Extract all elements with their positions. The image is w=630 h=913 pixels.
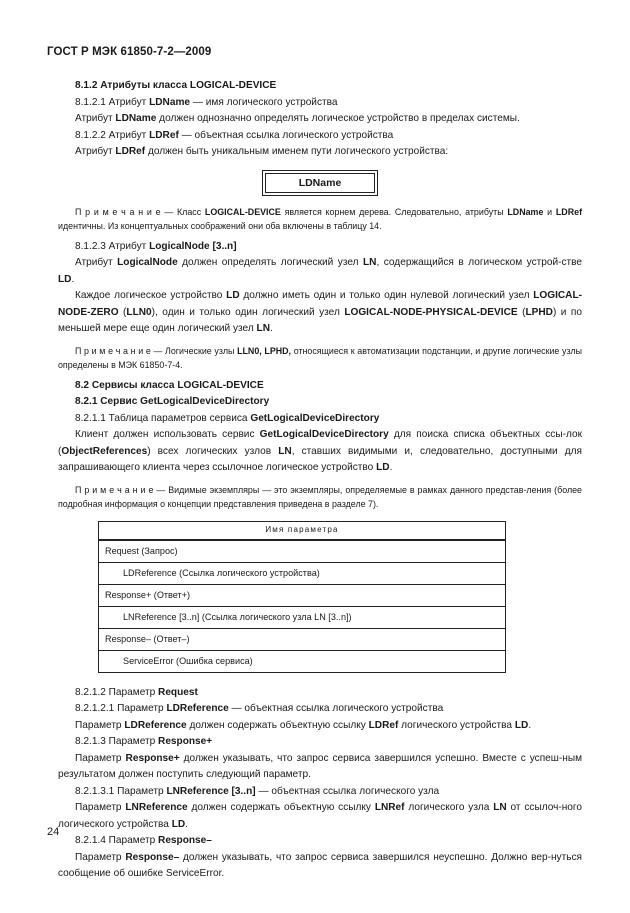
attribute-ldref-heading: 8.1.2.2 Атрибут LDRef — объектная ссылка логического устройства bbox=[75, 129, 394, 141]
attribute-logicalnode-heading: 8.1.2.3 Атрибут LogicalNode [3..n] bbox=[75, 240, 237, 252]
paragraph: Каждое логическое устройство LD должно иметь один и только один нулевой логический узел LOGICAL-NODE-ZERO (LLN0), один и только один логический узел LOGICAL-NODE-PHYSICAL-DEVICE (LPHD) и по меньшей мере еще один логический узел LN. bbox=[58, 290, 582, 334]
table-row bbox=[99, 650, 506, 672]
page-header: ГОСТ Р МЭК 61850-7-2—2009 bbox=[47, 46, 212, 58]
parameters-table bbox=[98, 521, 506, 673]
table-cell: Request (Запрос) bbox=[99, 540, 506, 563]
paragraph: Параметр LNReference должен содержать объектную ссылку LNRef логического узла LN от ссылоч-ного логического устройства LD. bbox=[58, 802, 582, 830]
parameter-ldreference-heading: 8.2.1.2.1 Параметр LDReference — объектная ссылка логического устройства bbox=[75, 703, 444, 714]
paragraph: Атрибут LDRef должен быть уникальным именем пути логического устройства: bbox=[75, 146, 449, 157]
table-cell: LDReference (Ссылка логического устройства) bbox=[99, 562, 506, 584]
paragraph: Параметр LDReference должен содержать объектную ссылку LDRef логического устройства LD. bbox=[75, 719, 532, 731]
section-heading-8-2-1: 8.2.1 Сервис GetLogicalDeviceDirectory bbox=[75, 396, 270, 407]
paragraph: Атрибут LogicalNode должен определять логический узел LN, содержащийся в логическом устрой-стве LD. bbox=[58, 257, 583, 285]
section-heading-8-2: 8.2 Сервисы класса LOGICAL-DEVICE bbox=[75, 379, 264, 391]
page-number: 24 bbox=[47, 826, 60, 838]
paragraph: Клиент должен использовать сервис GetLogicalDeviceDirectory для поиска списка объектных ссы-лок (ObjectReferences) всех логических узлов LN, ставших видимыми и, следовательно, доступными для запрашивающего клиента через ссылочное логическое устройство LD. bbox=[58, 429, 583, 473]
parameter-response-plus-heading: 8.2.1.3 Параметр Response+ bbox=[75, 736, 213, 747]
table-cell: Response– (Ответ–) bbox=[99, 628, 506, 650]
note: П р и м е ч а н и е — Класс LOGICAL-DEVICE является корнем дерева. Следовательно, атрибуты LDName и LDRef идентичны. Из концептуальных соображений они оба включены в таблицу 14. bbox=[58, 206, 583, 231]
note: П р и м е ч а н и е — Видимые экземпляры — это экземпляры, определяемые в рамках данного представ-ления (более подробная информация о концепции представления приведена в разделе 7). bbox=[58, 484, 582, 509]
note: П р и м е ч а н и е — Логические узлы LLN0, LPHD, относящиеся к автоматизации подстанции, и другие логические узлы определены в МЭК 61850-7-4. bbox=[58, 345, 583, 370]
table-cell: ServiceError (Ошибка сервиса) bbox=[99, 650, 506, 672]
table-row bbox=[99, 628, 506, 650]
paragraph: Параметр Response– должен указывать, что запрос сервиса завершился неуспешно. Должно вер-нуться сообщение об ошибке ServiceError. bbox=[58, 851, 582, 879]
table-cell: Response+ (Ответ+) bbox=[99, 584, 506, 606]
page-content bbox=[58, 78, 582, 883]
section-heading-8-1-2: 8.1.2 Атрибуты класса LOGICAL-DEVICE bbox=[75, 80, 277, 91]
ldname-box bbox=[262, 170, 378, 196]
table-row bbox=[99, 606, 506, 628]
table-header-row bbox=[99, 521, 506, 540]
table-row bbox=[99, 562, 506, 584]
table-row bbox=[99, 540, 506, 563]
table-cell: LNReference [3..n] (Ссылка логического узла LN [3..n]) bbox=[99, 606, 506, 628]
table-header-cell: Имя параметра bbox=[99, 521, 506, 540]
table-heading: 8.2.1.1 Таблица параметров сервиса GetLogicalDeviceDirectory bbox=[75, 412, 380, 424]
paragraph: Параметр Response+ должен указывать, что запрос сервиса завершился успешно. Вместе с успеш-ным результатом должен поступить следующий параметр. bbox=[58, 752, 583, 780]
ldname-box-label: LDName bbox=[265, 173, 375, 193]
table-row bbox=[99, 584, 506, 606]
paragraph: Атрибут LDName должен однозначно определять логическое устройство в пределах системы. bbox=[75, 113, 520, 124]
parameter-request-heading: 8.2.1.2 Параметр Request bbox=[75, 686, 198, 698]
parameter-response-minus-heading: 8.2.1.4 Параметр Response– bbox=[75, 835, 212, 846]
attribute-ldname-heading: 8.1.2.1 Атрибут LDName — имя логического устройства bbox=[75, 96, 338, 108]
parameter-lnreference-heading: 8.2.1.3.1 Параметр LNReference [3..n] — объектная ссылка логического узла bbox=[75, 785, 440, 797]
